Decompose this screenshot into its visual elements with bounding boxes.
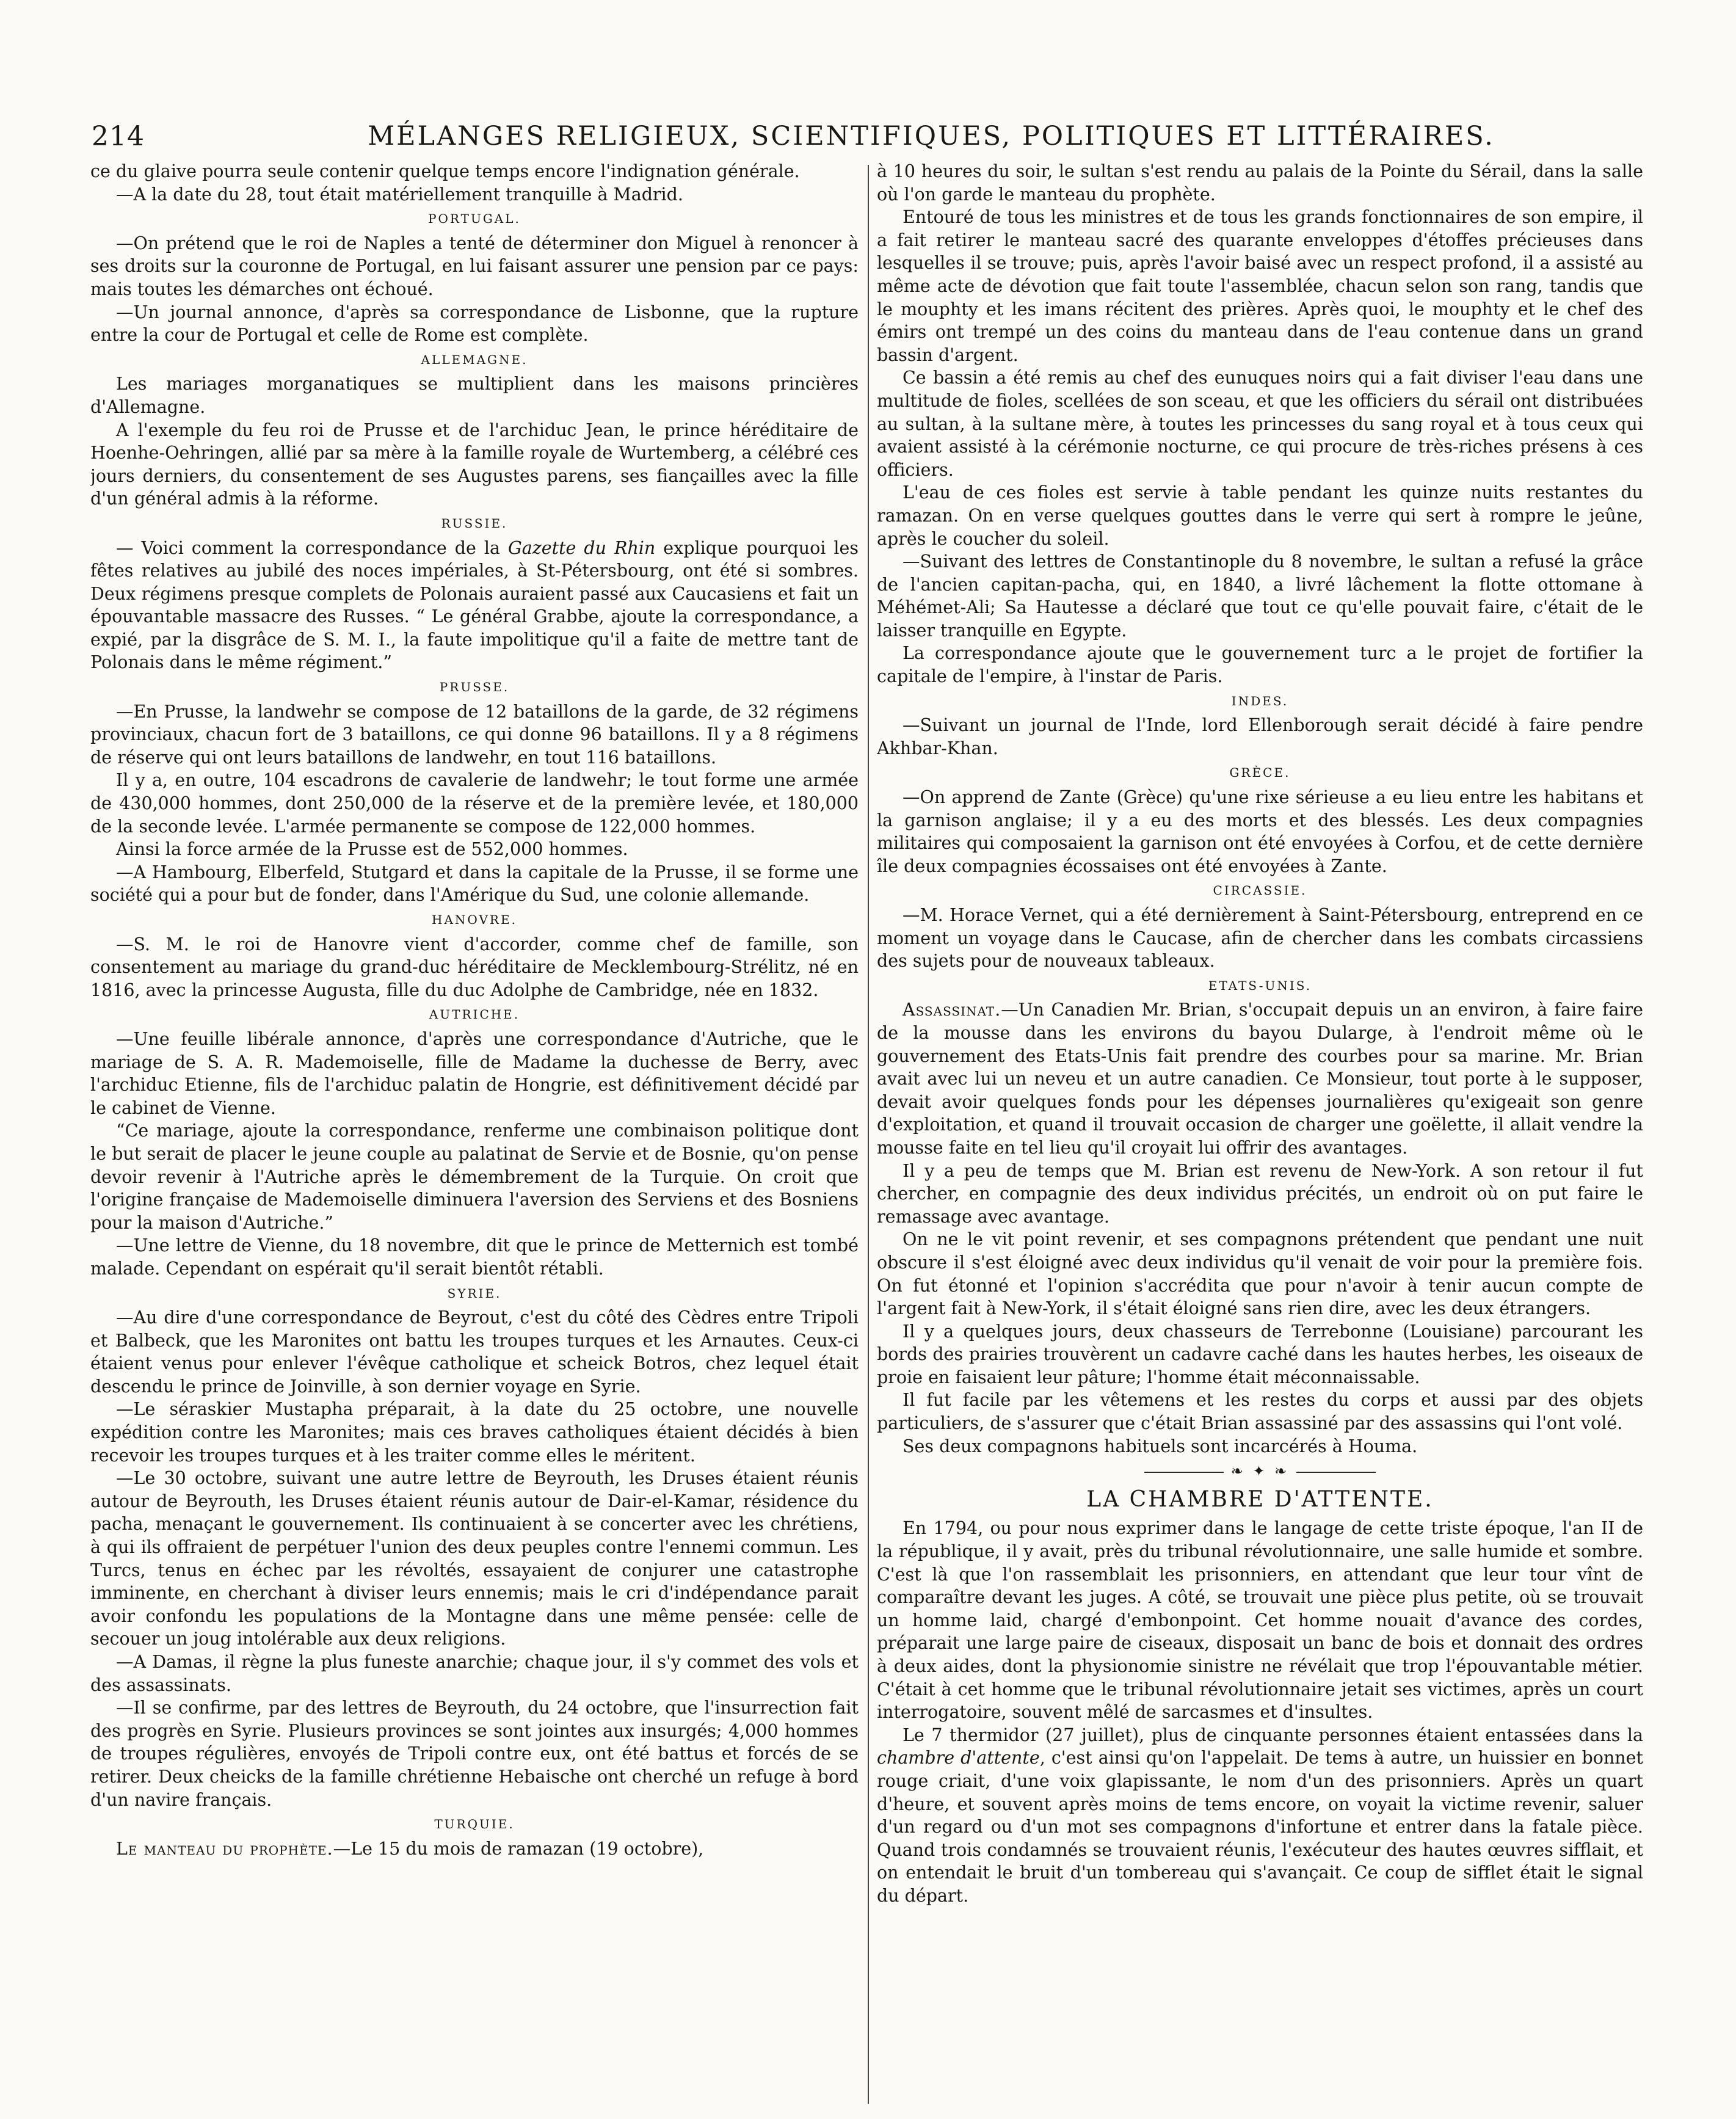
article-paragraph: —Une feuille libérale annonce, d'après une correspondance d'Autriche, que le mariage de S. A. R. Mademoiselle, fille de Madame la duchesse de Berry, avec l'archiduc Etienne, fils de l'archiduc palatin de Hongrie, est définitivement décidé par le cabinet de Vienne. (90, 1028, 859, 1118)
article-paragraph: —A Hambourg, Elberfeld, Stutgard et dans la capitale de la Prusse, il se forme une société qui a pour but de fonder, dans l'Amérique du Sud, une colonie allemande. (90, 862, 859, 906)
ornament-glyph: ❧ ✦ ❧ (1230, 1463, 1290, 1480)
section-heading-autriche: AUTRICHE. (429, 1007, 520, 1022)
article-paragraph: “Ce mariage, ajoute la correspondance, renferme une combinaison politique dont le but serait de placer le jeune couple au palatinat de Servie et de Bosnie, qu'on pense devoir revenir à l'Autriche après le démembrement de la Turquie. On croit que l'origine française de Mademoiselle diminuera l'aversion des Serviens et des Bosniens pour la maison d'Autriche.” (90, 1121, 859, 1233)
article-paragraph: —Suivant un journal de l'Inde, lord Ellenborough serait décidé à faire pendre Akhbar-Khan. (877, 715, 1643, 758)
article-paragraph: —Suivant des lettres de Constantinople du 8 novembre, le sultan a refusé la grâce de l'ancien capitan-pacha, qui, en 1840, a livré lâchement la flotte ottomane à Méhémet-Ali; Sa Hautesse a déclaré que tout ce qu'elle pouvait faire, c'était de le laisser tranquille en Egypte. (877, 551, 1643, 641)
article-lead: Assassinat. (903, 1000, 1001, 1020)
left-column (90, 160, 859, 2108)
article-paragraph: —En Prusse, la landwehr se compose de 12 bataillons de la garde, de 32 régimens provinciaux, chacun fort de 3 bataillons, ce qui donne 96 bataillons. Il y a 8 régimens de réserve qui ont leurs bataillons de landwehr, en tout 116 bataillons. (90, 701, 859, 768)
article-paragraph: Il fut facile par les vêtemens et les restes du corps et aussi par des objets particuliers, de s'assurer que c'était Brian assassiné par des assassins qui l'ont volé. (877, 1390, 1643, 1434)
article-paragraph (877, 1724, 1643, 1908)
article-paragraph (90, 1837, 859, 1861)
article-paragraph: à 10 heures du soir, le sultan s'est rendu au palais de la Pointe du Sérail, dans la salle où l'on garde le manteau du prophète. (877, 161, 1643, 205)
article-paragraph: —Une lettre de Vienne, du 18 novembre, dit que le prince de Metternich est tombé malade. Cependant on espérait qu'il serait bientôt rétabli. (90, 1235, 859, 1279)
ornament-rule (1144, 1472, 1224, 1473)
article-paragraph: Ainsi la force armée de la Prusse est de 552,000 hommes. (116, 839, 628, 860)
article-paragraph (90, 537, 859, 675)
text-run: explique pourquoi les fêtes relatives au jubilé des noces impériales, à St-Pétersbourg, ont été si sombres. Deux régimens presque complets de Polonais auraient passé aux Caucasiens et fait un épouvantable massacre des Russes. “ Le général Grabbe, ajoute la correspondance, a expié, par la disgrâce de S. M. I., la faute impolitique qu'il a faite de mettre tant de Polonais dans le même régiment.” (90, 537, 859, 673)
section-heading-portugal: PORTUGAL. (428, 211, 521, 227)
ornament-divider (877, 1460, 1643, 1483)
article-paragraph: —On apprend de Zante (Grèce) qu'une rixe sérieuse a eu lieu entre les habitans et la garnison anglaise; il y a eu des morts et des blessés. Les deux compagnies militaires qui composaient la garnison ont été envoyées à Corfou, et de cette dernière île deux compagnies écossaises ont été envoyées à Zante. (877, 787, 1643, 876)
article-paragraph: —Un journal annonce, d'après sa correspondance de Lisbonne, que la rupture entre la cour de Portugal et celle de Rome est complète. (90, 302, 859, 346)
article-paragraph: Il y a quelques jours, deux chasseurs de Terrebonne (Louisiane) parcourant les bords des prairies trouvèrent un cadavre caché dans les hautes herbes, les oiseaux de proie en faisaient leur pâture; l'homme était méconnaissable. (877, 1321, 1643, 1387)
ornament-rule (1296, 1472, 1376, 1473)
article-paragraph: —Le séraskier Mustapha préparait, à la date du 25 octobre, une nouvelle expédition contre les Maronites; mais ces braves catholiques étaient décidés à bien recevoir les troupes turques et à les traiter comme elles le méritent. (90, 1399, 859, 1466)
section-heading-hanovre: HANOVRE. (432, 912, 517, 927)
article-paragraph: —M. Horace Vernet, qui a été dernièrement à Saint-Pétersbourg, entreprend en ce moment un voyage dans le Caucase, afin de chercher dans les combats circassiens des sujets pour de nouveaux tableaux. (877, 905, 1643, 972)
article-paragraph (877, 998, 1643, 1159)
article-paragraph: ce du glaive pourra seule contenir quelque temps encore l'indignation générale. (90, 161, 800, 181)
text-run: — Voici comment la correspondance de la (116, 537, 508, 558)
article-lead: Le manteau du prophète. (116, 1838, 333, 1859)
article-paragraph: Il y a peu de temps que M. Brian est revenu de New-York. A son retour il fut chercher, en compagnie des deux individus précités, un endroit où on put faire le remassage avec avantage. (877, 1160, 1643, 1227)
text-run: Le 7 thermidor (27 juillet), plus de cinquante personnes étaient entassées dans la (903, 1725, 1643, 1745)
section-heading-prusse: PRUSSE. (439, 680, 510, 695)
article-paragraph: Ce bassin a été remis au chef des eunuques noirs qui a fait diviser l'eau dans une multitude de fioles, scellées de son sceau, et que les officiers du sérail ont distribuées au sultan, à la sultane mère, à toutes les princesses du sang royal et à tous ceux qui avaient assisté à la cérémonie nocturne, ce qui procure de très-riches présens à ces officiers. (877, 368, 1643, 480)
section-heading-russie: RUSSIE. (441, 515, 508, 531)
article-paragraph: A l'exemple du feu roi de Prusse et de l'archiduc Jean, le prince héréditaire de Hoenhe-Oehringen, allié par sa mère à la famille royale de Wurtemberg, a célébré ces jours derniers, du consentement de ses Augustes parens, ses fiançailles avec la fille d'un général admis à la réforme. (90, 420, 859, 509)
article-paragraph: Ses deux compagnons habituels sont incarcérés à Houma. (903, 1436, 1418, 1456)
article-paragraph: —A la date du 28, tout était matériellement tranquille à Madrid. (116, 184, 683, 205)
running-head: MÉLANGES RELIGIEUX, SCIENTIFIQUES, POLITIQUES ET LITTÉRAIRES. (368, 121, 1495, 151)
text-run: —Le 15 du mois de ramazan (19 octobre), (333, 1838, 704, 1859)
article-title: LA CHAMBRE D'ATTENTE. (1086, 1486, 1434, 1512)
right-column (877, 160, 1643, 2108)
article-paragraph: —Au dire d'une correspondance de Beyrout, c'est du côté des Cèdres entre Tripoli et Balbeck, que les Maronites ont battu les troupes turques et les Arnautes. Ceux-ci étaient venus pour enlever l'évêque catholique et scheick Botros, chez lequel était descendu le prince de Joinville, à son dernier voyage en Syrie. (90, 1307, 859, 1397)
section-heading-grece: GRÈCE. (1229, 765, 1291, 780)
section-heading-indes: INDES. (1231, 693, 1289, 708)
article-paragraph: En 1794, ou pour nous exprimer dans le langage de cette triste époque, l'an II de la république, il y avait, près du tribunal révolutionnaire, une salle humide et sombre. C'est là que l'on rassemblait les prisonniers, en attendant que leur tour vînt de comparaître devant les juges. A côté, se trouvait une pièce plus petite, où se trouvait un homme laid, chargé d'embonpoint. Cet homme nouait d'avance des cordes, préparait une large paire de ciseaux, disposait un banc de bois et donnait des ordres à deux aides, dont la physionomie sinistre ne révélait que trop l'épouvantable métier. C'était à cet homme que le tribunal révolutionnaire jetait ses victimes, après un court interrogatoire, souvent mêlé de sarcasmes et d'insultes. (877, 1518, 1643, 1723)
section-heading-circassie: CIRCASSIE. (1213, 883, 1307, 898)
article-paragraph: On ne le vit point revenir, et ses compagnons prétendent que pendant une nuit obscure il s'est éloigné avec deux individus qu'il venait de voir pour la première fois. On fut étonné et l'opinion s'accrédita que pour n'avoir à tenir aucun compte de l'argent fait à New-York, il s'était éloigné sans rien dire, avec les deux étrangers. (877, 1229, 1643, 1319)
article-paragraph: —A Damas, il règne la plus funeste anarchie; chaque jour, il s'y commet des vols et des assassinats. (90, 1652, 859, 1695)
newspaper-title: Gazette du Rhin (507, 537, 656, 558)
article-paragraph: Entouré de tous les ministres et de tous les grands fonctionnaires de son empire, il a fait retirer le manteau sacré des quarante enveloppes d'étoffes précieuses dans lesquelles il se trouve; puis, après l'avoir baisé avec un respect profond, il a assisté au même acte de dévotion que fait toute l'assemblée, chacun selon son rang, tandis que le mouphty et les imans récitent des prières. Après quoi, le mouphty et le chef des émirs ont trempé un des coins du manteau dans de l'eau contenue dans un grand bassin d'argent. (877, 207, 1643, 365)
section-heading-turquie: TURQUIE. (434, 1817, 515, 1832)
article-paragraph: —On prétend que le roi de Naples a tenté de déterminer don Miguel à renoncer à ses droits sur la couronne de Portugal, en lui faisant assurer une pension par ce pays: mais toutes les démarches ont échoué. (90, 233, 859, 299)
article-paragraph: Les mariages morganatiques se multiplient dans les maisons princières d'Allemagne. (90, 374, 859, 417)
column-divider (868, 165, 869, 2104)
text-run: —Un Canadien Mr. Brian, s'occupait depuis un an environ, à faire faire de la mousse dans les environs du bayou Dularge, à l'endroit même où le gouvernement des Etats-Unis fait prendre des courbes pour sa marine. Mr. Brian avait avec lui un neveu et un autre canadien. Ce Monsieur, tout porte à le supposer, devait avoir quelques fonds pour les dépenses journalières qu'exigeait son genre d'exploitation, et quand il trouvait occasion de charger une goëlette, il allait vendre la mousse faite en tel lieu qu'il croyait lui offrir des avantages. (877, 1000, 1643, 1158)
article-paragraph: —Il se confirme, par des lettres de Beyrouth, du 24 octobre, que l'insurrection fait des progrès en Syrie. Plusieurs provinces se sont jointes aux insurgés; 4,000 hommes de troupes régulières, envoyés de Tripoli contre eux, ont été battus et forcés de se retirer. Deux cheicks de la famille chrétienne Hebaische ont cherché un refuge à bord d'un navire français. (90, 1698, 859, 1810)
article-paragraph: L'eau de ces fioles est servie à table pendant les quinze nuits restantes du ramazan. On en verse quelques gouttes dans le verre qui sert à rompre le jeûne, après le coucher du soleil. (877, 482, 1643, 549)
text-run: , c'est ainsi qu'on l'appelait. De tems à autre, un huissier en bonnet rouge criait, d'une voix glapissante, le nom d'un des prisonniers. Après un quart d'heure, et souvent après moins de tems encore, on voyait la victime revenir, saluer d'un regard ou d'un mot ses compagnons d'infortune et entrer dans la fatale pièce. Quand trois condamnés se trouvaient réunis, l'exécuteur des hautes œuvres sifflait, et on entendait le bruit d'un tombereau qui s'avançait. Ce coup de sifflet était le signal du départ. (877, 1748, 1643, 1906)
emphasis-text: chambre d'attente (877, 1748, 1040, 1768)
article-paragraph: —S. M. le roi de Hanovre vient d'accorder, comme chef de famille, son consentement au mariage du grand-duc héréditaire de Mecklembourg-Strélitz, né en 1816, avec la princesse Augusta, fille du duc Adolphe de Cambridge, née en 1832. (90, 934, 859, 1000)
section-heading-allemagne: ALLEMAGNE. (421, 352, 528, 367)
article-paragraph: —Le 30 octobre, suivant une autre lettre de Beyrouth, les Druses étaient réunis autour de Beyrouth, les Druses étaient réunis autour de Dair-el-Kamar, résidence du pacha, menaçant le gouvernement. Ils continuaient à se concerter avec les chrétiens, à qui ils offraient de perpétuer l'union des deux peuples contre l'ennemi commun. Les Turcs, tenus en échec par les révoltés, essayaient de conjurer une catastrophe imminente, en cherchant à diviser leurs ennemis; mais le cri d'indépendance parait avoir confondu les populations de la Montagne dans une même pensée: celle de secouer un joug intolérable aux deux religions. (90, 1468, 859, 1649)
article-paragraph: Il y a, en outre, 104 escadrons de cavalerie de landwehr; le tout forme une armée de 430,000 hommes, dont 250,000 de la réserve et de la première levée, et 180,000 de la seconde levée. L'armée permanente se compose de 122,000 hommes. (90, 770, 859, 837)
page-header (92, 116, 1655, 165)
section-heading-etats-unis: ETATS-UNIS. (1208, 978, 1312, 993)
article-paragraph: La correspondance ajoute que le gouvernement turc a le projet de fortifier la capitale de l'empire, à l'instar de Paris. (877, 643, 1643, 687)
section-heading-syrie: SYRIE. (447, 1285, 502, 1301)
page-number: 214 (92, 121, 145, 152)
